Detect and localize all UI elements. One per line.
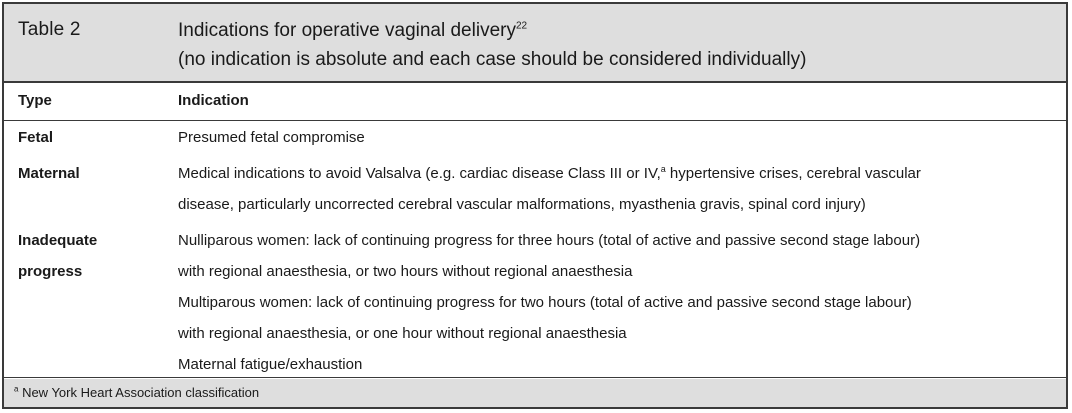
row-type-cell [18,122,168,153]
column-header-type: Type [18,92,52,109]
row-type-text: Maternal [18,165,80,182]
row-type-text: Inadequate [18,232,98,249]
footnote-marker: a [660,164,666,174]
indication-line-text: Medical indications to avoid Valsalva (e.g. cardiac disease Class III or IV, [178,165,661,182]
indication-line: Multiparous women: lack of continuing progress for two hours (total of active and passive second stage labour) [178,294,912,311]
table-row-fetal [4,122,1066,153]
indication-line: Presumed fetal compromise [178,129,365,146]
row-type-text: progress [18,263,83,280]
indication-line: disease, particularly uncorrected cerebral vascular malformations, myasthenia gravis, spinal cord injury) [178,196,866,213]
row-type-cell [18,158,168,189]
row-indication-cell [178,122,1058,153]
table-title-band [4,4,1066,83]
indications-table [2,2,1068,409]
row-type-cell [18,225,168,287]
indication-line: with regional anaesthesia, or two hours without regional anaesthesia [178,263,633,280]
table-body [4,122,1066,378]
column-header-indication: Indication [178,92,249,109]
table-footnote-band [4,379,1066,407]
row-type-text: Fetal [18,129,54,146]
table-footnote [14,385,259,400]
footnote-marker: a [14,384,19,394]
column-header-row [4,83,1066,121]
table-title-reference: 22 [515,20,528,32]
table-row-inadequate-progress [4,225,1066,380]
table-subtitle: (no indication is absolute and each case should be considered individually) [178,49,807,70]
table-title-text: Indications for operative vaginal delivery [178,20,516,41]
indication-line-tail: hypertensive crises, cerebral vascular [665,165,921,182]
footnote-text: New York Heart Association classification [18,385,260,400]
table-row-maternal [4,158,1066,220]
row-indication-cell [178,225,1058,380]
indication-line [178,158,1058,189]
table-title [178,17,527,45]
indication-line: Nulliparous women: lack of continuing progress for three hours (total of active and passive second stage labour) [178,232,921,249]
table-label: Table 2 [18,19,81,40]
row-indication-cell [178,158,1058,220]
indication-line: with regional anaesthesia, or one hour without regional anaesthesia [178,325,627,342]
indication-line: Maternal fatigue/exhaustion [178,356,363,373]
